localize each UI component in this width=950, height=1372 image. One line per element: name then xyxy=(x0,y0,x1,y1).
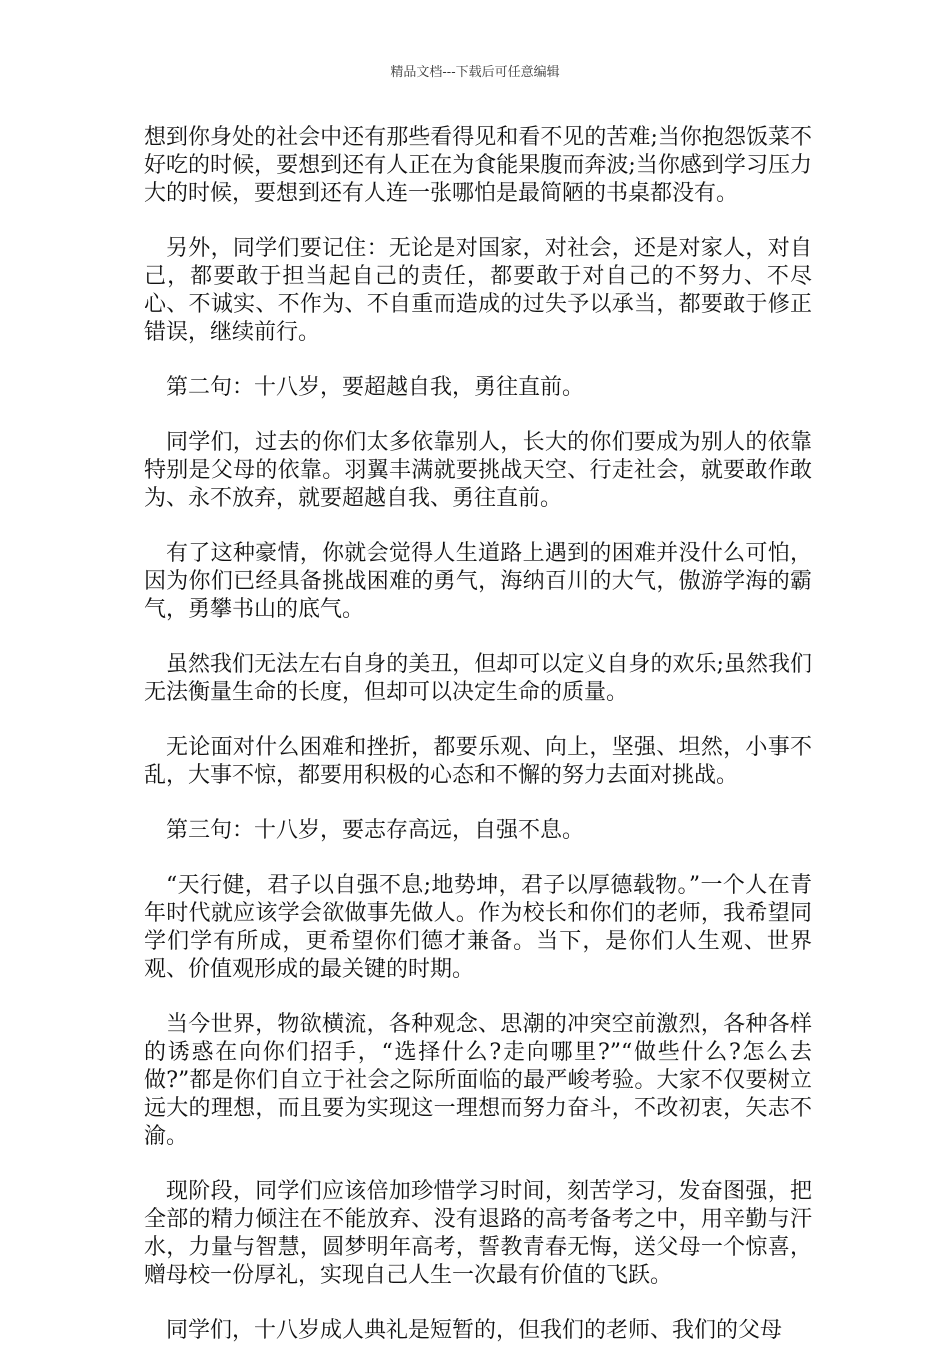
paragraph: 无论面对什么困难和挫折，都要乐观、向上，坚强、坦然，小事不乱，大事不惊，都要用积极的心态和不懈的努力去面对挑战。 xyxy=(144,735,812,788)
paragraph: 当今世界，物欲横流，各种观念、思潮的冲突空前激烈，各种各样的诱惑在向你们招手，“选择什么?走向哪里?”“做些什么?怎么去做?”都是你们自立于社会之际所面临的最严峻考验。大家不仅要树立远大的理想，而且要为实现这一理想而努力奋斗，不改初衷，矢志不渝。 xyxy=(144,1012,812,1149)
page-header: 精品文档---下载后可任意编辑 xyxy=(390,65,560,80)
section-heading: 第二句：十八岁，要超越自我，勇往直前。 xyxy=(166,375,585,400)
section-heading: 第三句：十八岁，要志存高远，自强不息。 xyxy=(166,818,585,843)
paragraph: 另外，同学们要记住：无论是对国家，对社会，还是对家人，对自己，都要敢于担当起自己的责任，都要敢于对自己的不努力、不尽心、不诚实、不作为、不自重而造成的过失予以承当，都要敢于修正错误，继续前行。 xyxy=(144,236,812,345)
paragraph: 同学们，过去的你们太多依靠别人，长大的你们要成为别人的依靠特别是父母的依靠。羽翼丰满就要挑战天空、行走社会，就要敢作敢为、永不放弃，就要超越自我、勇往直前。 xyxy=(144,430,812,511)
document-body xyxy=(144,124,812,1372)
paragraph: 有了这种豪情，你就会觉得人生道路上遇到的困难并没什么可怕，因为你们已经具备挑战困难的勇气，海纳百川的大气，傲游学海的霸气，勇攀书山的底气。 xyxy=(144,541,812,622)
paragraph: 同学们，十八岁成人典礼是短暂的，但我们的老师、我们的父母 xyxy=(166,1318,783,1343)
paragraph: 现阶段，同学们应该倍加珍惜学习时间，刻苦学习，发奋图强，把全部的精力倾注在不能放弃、没有退路的高考备考之中，用辛勤与汗水，力量与智慧，圆梦明年高考，誓教青春无悔，送父母一个惊喜，赠母校一份厚礼，实现自己人生一次最有价值的飞跃。 xyxy=(144,1179,812,1288)
paragraph: “天行健，君子以自强不息;地势坤，君子以厚德载物。”一个人在青年时代就应该学会欲做事先做人。作为校长和你们的老师，我希望同学们学有所成，更希望你们德才兼备。当下，是你们人生观、世界观、价值观形成的最关键的时期。 xyxy=(144,873,812,982)
paragraph: 虽然我们无法左右自身的美丑，但却可以定义自身的欢乐;虽然我们无法衡量生命的长度，但却可以决定生命的质量。 xyxy=(144,652,812,705)
paragraph: 想到你身处的社会中还有那些看得见和看不见的苦难;当你抱怨饭菜不好吃的时候，要想到还有人正在为食能果腹而奔波;当你感到学习压力大的时候，要想到还有人连一张哪怕是最简陋的书桌都没有。 xyxy=(144,125,812,206)
